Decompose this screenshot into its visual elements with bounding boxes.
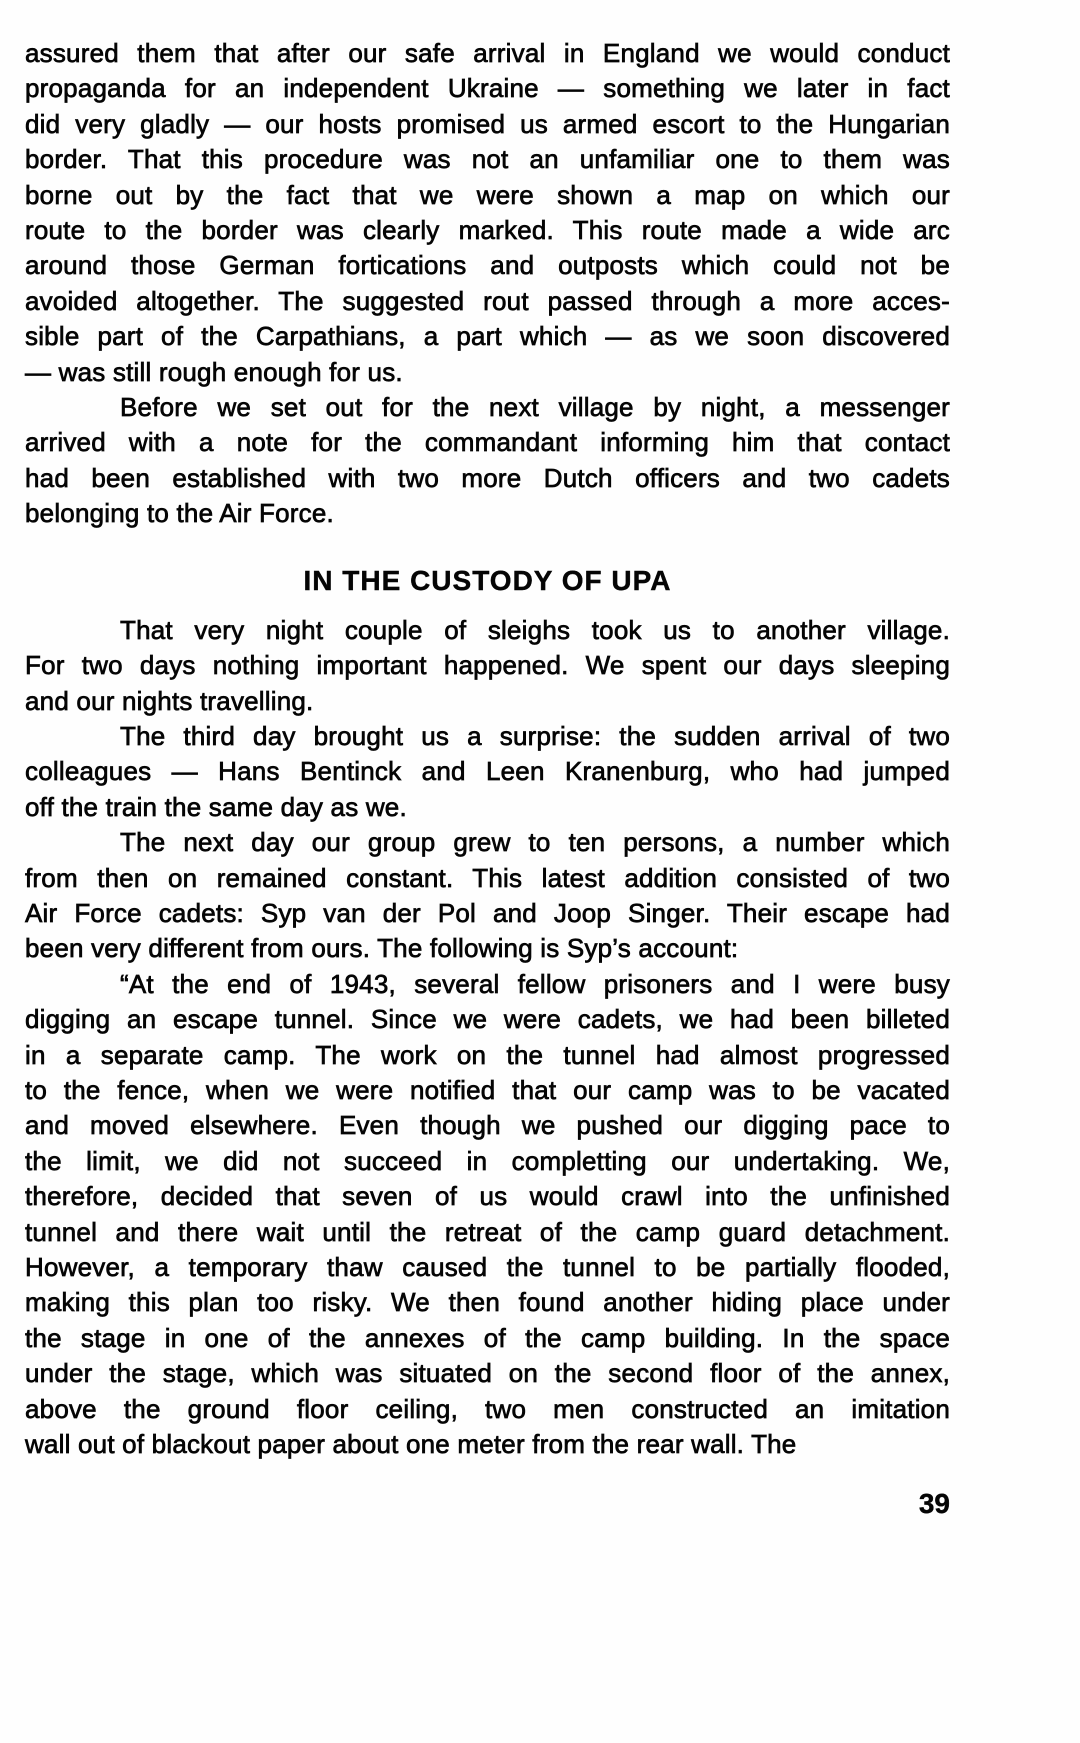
text-line: Air Force cadets: Syp van der Pol and Joop Singer. Their escape had (25, 897, 950, 928)
paragraph (25, 390, 950, 532)
text-line: had been established with two more Dutch officers and two cadets (25, 462, 950, 493)
text-line: and our nights travelling. (25, 685, 314, 716)
text-line: off the train the same day as we. (25, 791, 407, 822)
text-line: and moved elsewhere. Even though we pushed our digging pace to (25, 1110, 950, 1141)
text-line: For two days nothing important happened. We spent our days sleeping (25, 650, 950, 681)
text-line: the limit, we did not succeed in completting our undertaking. We, (25, 1145, 950, 1176)
section-heading: IN THE CUSTODY OF UPA (303, 564, 672, 596)
text-line: making this plan too risky. We then found another hiding place under (25, 1287, 950, 1318)
text-line: from then on remained constant. This latest addition consisted of two (25, 862, 950, 893)
text-line: borne out by the fact that we were shown a map on which our (25, 179, 950, 210)
text-line: avoided altogether. The suggested rout passed through a more acces- (25, 285, 950, 316)
text-line: colleagues — Hans Bentinck and Leen Kranenburg, who had jumped (25, 756, 950, 787)
text-line: the stage in one of the annexes of the camp building. In the space (25, 1322, 950, 1353)
text-line: The third day brought us a surprise: the sudden arrival of two (120, 720, 950, 751)
text-line: been very different from ours. The following is Syp’s account: (25, 933, 739, 964)
text-line: propaganda for an independent Ukraine — something we later in fact (25, 73, 950, 104)
text-line: sible part of the Carpathians, a part which — as we soon discovered (25, 321, 950, 352)
text-line: Before we set out for the next village by night, a messenger (120, 392, 950, 423)
paragraph (25, 36, 950, 390)
text-line: therefore, decided that seven of us would crawl into the unfinished (25, 1181, 950, 1212)
text-line: above the ground floor ceiling, two men constructed an imitation (25, 1393, 950, 1424)
text-line: digging an escape tunnel. Since we were cadets, we had been billeted (25, 1004, 950, 1035)
paragraph (25, 613, 950, 719)
paragraph (25, 825, 950, 967)
text-line: wall out of blackout paper about one meter from the rear wall. The (25, 1429, 797, 1460)
text-line: around those German fortications and outposts which could not be (25, 250, 950, 281)
text-line: — was still rough enough for us. (25, 356, 403, 387)
text-line: However, a temporary thaw caused the tunnel to be partially flooded, (25, 1252, 950, 1282)
text-line: border. That this procedure was not an unfamiliar one to them was (25, 144, 950, 175)
text-line: arrived with a note for the commandant informing him that contact (25, 427, 950, 458)
text-line: to the fence, when we were notified that our camp was to be vacated (25, 1074, 950, 1105)
text-line: route to the border was clearly marked. This route made a wide arc (25, 215, 950, 246)
text-column (25, 36, 950, 1462)
page-number: 39 (918, 1488, 950, 1519)
text-line: in a separate camp. The work on the tunnel had almost progressed (25, 1039, 950, 1070)
text-line: tunnel and there wait until the retreat of the camp guard detachment. (25, 1216, 950, 1247)
text-line: under the stage, which was situated on the second floor of the annex, (25, 1358, 950, 1389)
text-line: The next day our group grew to ten persons, a number which (120, 827, 950, 858)
text-line: assured them that after our safe arrival in England we would conduct (25, 38, 950, 68)
text-line: belonging to the Air Force. (25, 498, 334, 529)
text-line: That very night couple of sleighs took us to another village. (120, 614, 950, 645)
paragraph (25, 967, 950, 1463)
text-line: did very gladly — our hosts promised us armed escort to the Hungarian (25, 108, 950, 139)
text-line: “At the end of 1943, several fellow prisoners and I were busy (120, 968, 950, 999)
paragraph (25, 719, 950, 825)
